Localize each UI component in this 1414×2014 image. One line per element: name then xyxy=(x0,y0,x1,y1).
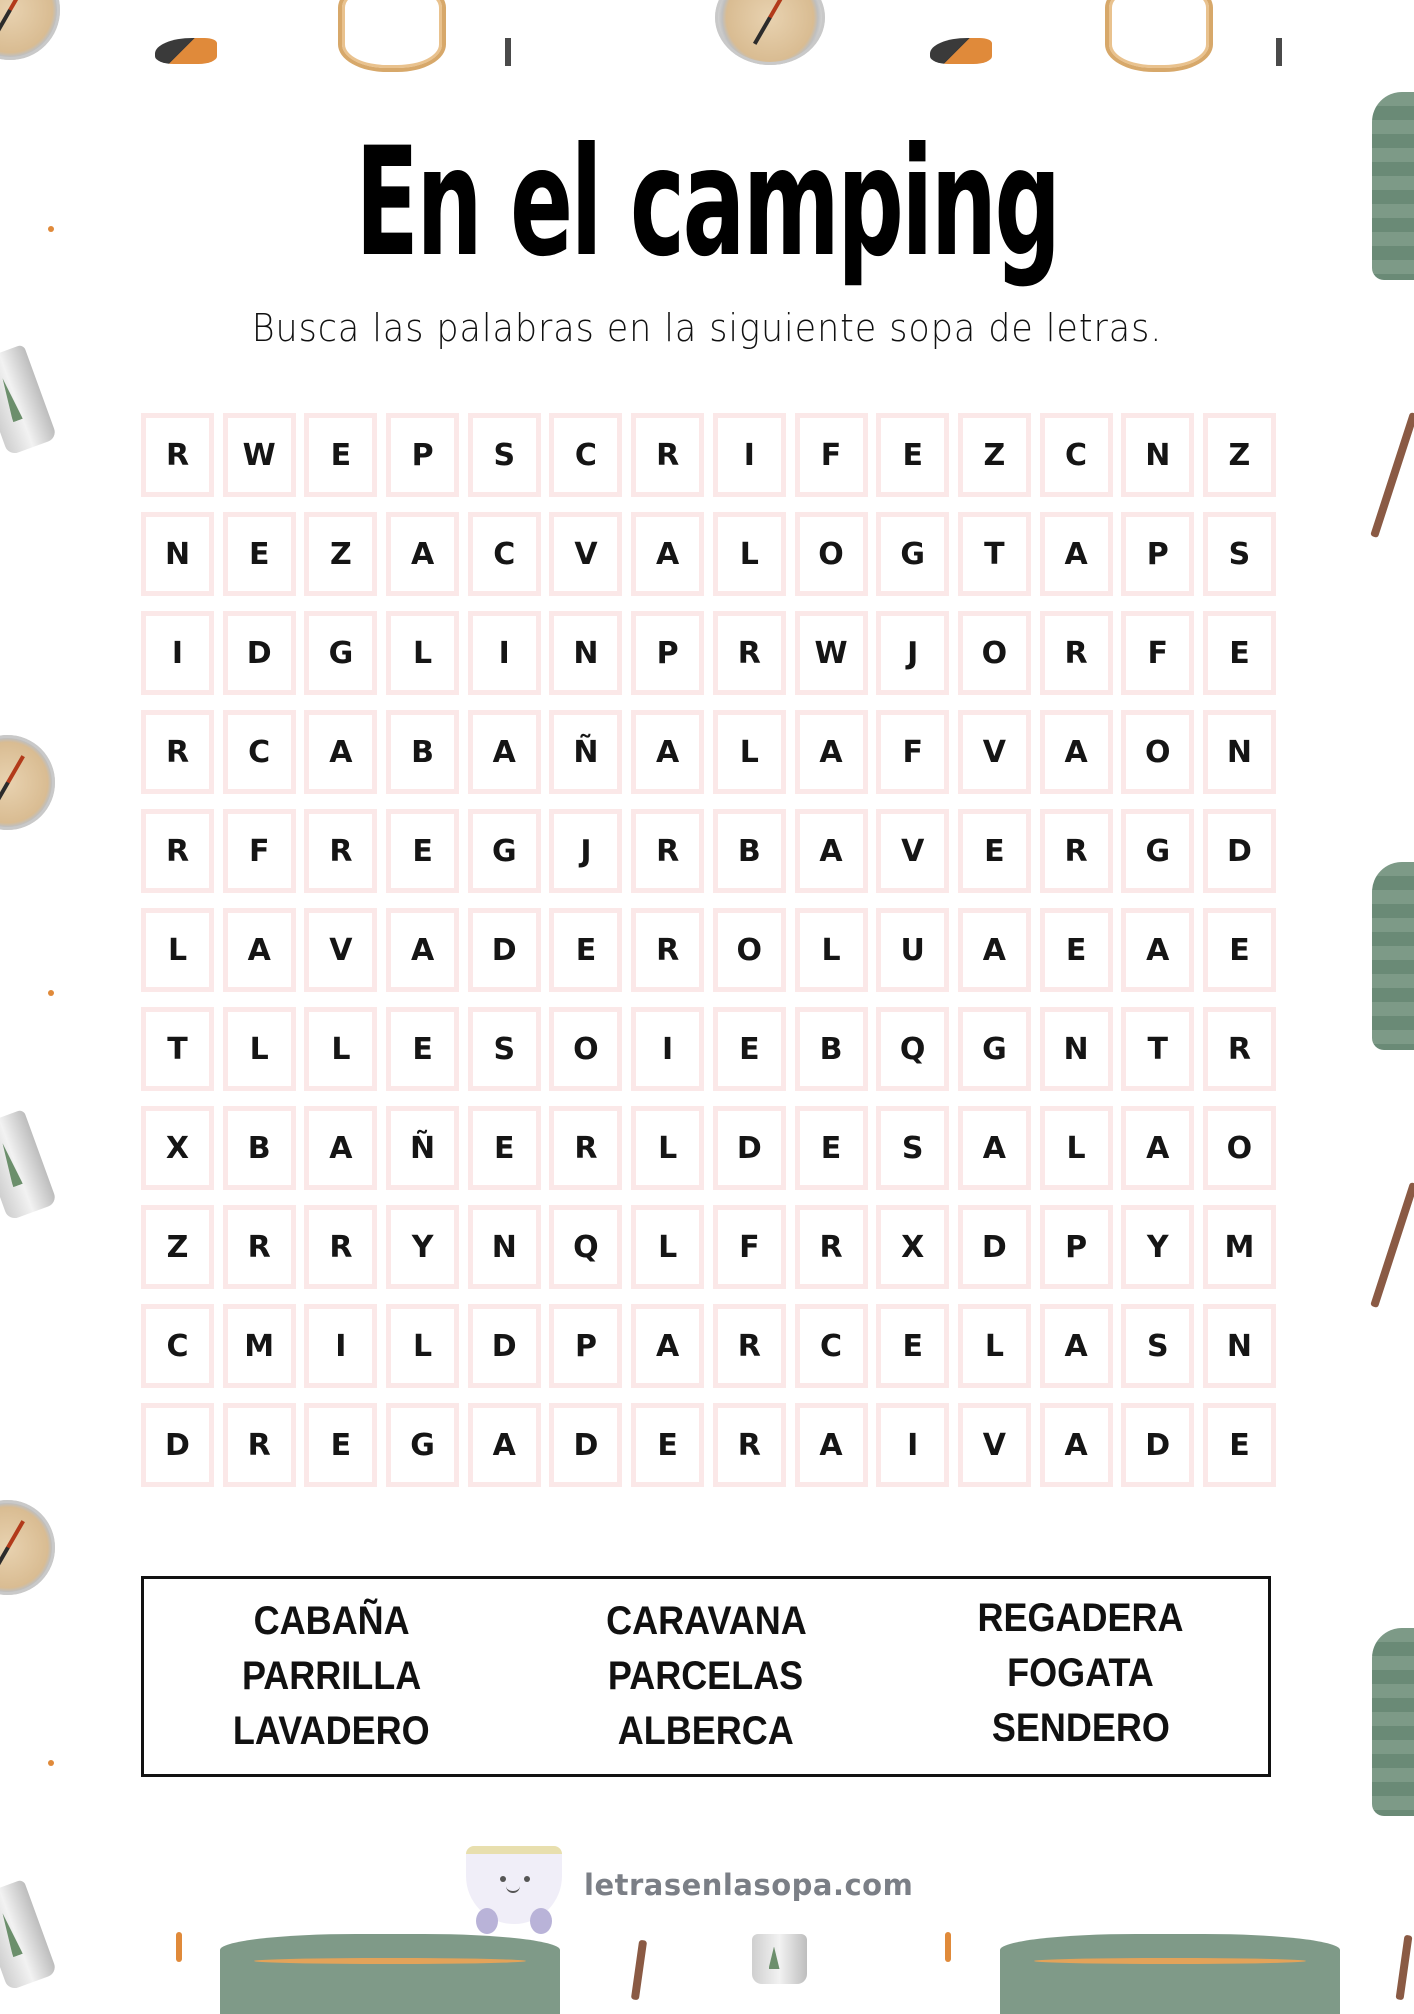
grid-cell[interactable]: V xyxy=(958,1403,1031,1487)
grid-cell[interactable]: A xyxy=(631,1304,704,1388)
footer-branding xyxy=(466,1846,913,1924)
grid-cell[interactable]: E xyxy=(1203,1403,1276,1487)
grid-cell[interactable]: L xyxy=(223,1007,296,1091)
grid-cell[interactable]: A xyxy=(795,710,868,794)
soup-bowl-mascot-icon xyxy=(466,1846,562,1924)
grid-cell[interactable]: A xyxy=(958,1106,1031,1190)
grid-cell[interactable]: Z xyxy=(958,413,1031,497)
word-item: PARRILLA xyxy=(241,1654,421,1698)
grid-cell[interactable]: D xyxy=(713,1106,786,1190)
grid-cell[interactable]: R xyxy=(223,1403,296,1487)
grid-cell[interactable]: G xyxy=(468,809,541,893)
grid-cell[interactable]: I xyxy=(631,1007,704,1091)
grid-cell[interactable]: R xyxy=(304,1205,377,1289)
grid-cell[interactable]: R xyxy=(631,908,704,992)
grid-cell[interactable]: O xyxy=(795,512,868,596)
grid-cell[interactable]: G xyxy=(876,512,949,596)
grid-cell[interactable]: L xyxy=(304,1007,377,1091)
grid-cell[interactable]: E xyxy=(795,1106,868,1190)
grid-cell[interactable]: D xyxy=(468,908,541,992)
grid-cell[interactable]: D xyxy=(549,1403,622,1487)
hiking-shoe-icon xyxy=(155,38,217,64)
word-item: LAVADERO xyxy=(232,1709,430,1753)
grid-cell[interactable]: A xyxy=(1040,1304,1113,1388)
grid-cell[interactable]: R xyxy=(713,611,786,695)
grid-cell[interactable]: L xyxy=(386,1304,459,1388)
grid-cell[interactable]: X xyxy=(876,1205,949,1289)
grid-cell[interactable]: A xyxy=(1040,512,1113,596)
grid-cell[interactable]: L xyxy=(386,611,459,695)
hammer-icon xyxy=(505,38,511,66)
word-item: FOGATA xyxy=(1007,1651,1154,1695)
grid-cell[interactable]: F xyxy=(876,710,949,794)
grid-cell[interactable]: T xyxy=(1121,1007,1194,1091)
grid-cell[interactable]: A xyxy=(468,1403,541,1487)
grid-cell[interactable]: R xyxy=(141,413,214,497)
grid-cell[interactable]: V xyxy=(958,710,1031,794)
grid-cell[interactable]: L xyxy=(713,710,786,794)
grid-cell[interactable]: M xyxy=(1203,1205,1276,1289)
signpost-icon xyxy=(1370,412,1414,538)
grid-cell[interactable]: L xyxy=(141,908,214,992)
grid-cell[interactable]: I xyxy=(713,413,786,497)
grid-cell[interactable]: I xyxy=(141,611,214,695)
grid-cell[interactable]: I xyxy=(468,611,541,695)
grid-cell[interactable]: S xyxy=(468,413,541,497)
grid-cell[interactable]: W xyxy=(223,413,296,497)
grid-cell[interactable]: E xyxy=(304,413,377,497)
grid-cell[interactable]: R xyxy=(141,710,214,794)
grid-cell[interactable]: E xyxy=(386,809,459,893)
grid-cell[interactable]: T xyxy=(141,1007,214,1091)
grid-cell[interactable]: D xyxy=(141,1403,214,1487)
word-list-column xyxy=(144,1594,519,1759)
grid-cell[interactable]: A xyxy=(631,512,704,596)
word-list-column xyxy=(519,1594,894,1759)
grid-cell[interactable]: S xyxy=(468,1007,541,1091)
grid-cell[interactable]: R xyxy=(713,1304,786,1388)
grid-cell[interactable]: F xyxy=(223,809,296,893)
grid-cell[interactable]: Q xyxy=(876,1007,949,1091)
grid-cell[interactable]: A xyxy=(958,908,1031,992)
grid-cell[interactable]: A xyxy=(468,710,541,794)
grid-cell[interactable]: F xyxy=(713,1205,786,1289)
grid-cell[interactable]: I xyxy=(304,1304,377,1388)
grid-cell[interactable]: P xyxy=(631,611,704,695)
grid-cell[interactable]: N xyxy=(468,1205,541,1289)
grid-cell[interactable]: T xyxy=(958,512,1031,596)
hiking-shoe-icon xyxy=(930,38,992,64)
grid-cell[interactable]: V xyxy=(876,809,949,893)
word-list-column xyxy=(893,1591,1268,1756)
grid-cell[interactable]: O xyxy=(958,611,1031,695)
grid-cell[interactable]: V xyxy=(304,908,377,992)
grid-cell[interactable]: C xyxy=(468,512,541,596)
grid-cell[interactable]: R xyxy=(223,1205,296,1289)
grid-cell[interactable]: P xyxy=(386,413,459,497)
signpost-icon xyxy=(631,1940,647,2001)
grid-cell[interactable]: E xyxy=(1040,908,1113,992)
tent-icon xyxy=(220,1934,560,2014)
grid-cell[interactable]: M xyxy=(223,1304,296,1388)
grid-cell[interactable]: N xyxy=(1121,413,1194,497)
grid-cell[interactable]: E xyxy=(304,1403,377,1487)
mug-icon xyxy=(752,1934,807,1984)
site-link[interactable]: letrasenlasopa.com xyxy=(584,1868,914,1902)
grid-cell[interactable]: F xyxy=(795,413,868,497)
grid-cell[interactable]: P xyxy=(1040,1205,1113,1289)
grid-cell[interactable]: E xyxy=(876,1304,949,1388)
grid-cell[interactable]: X xyxy=(141,1106,214,1190)
grid-cell[interactable]: D xyxy=(958,1205,1031,1289)
grid-cell[interactable]: L xyxy=(958,1304,1031,1388)
grid-cell[interactable]: D xyxy=(468,1304,541,1388)
compass-icon xyxy=(0,1500,55,1595)
grid-cell[interactable]: A xyxy=(1121,908,1194,992)
grid-cell[interactable]: S xyxy=(876,1106,949,1190)
grid-cell[interactable]: G xyxy=(958,1007,1031,1091)
word-item: CARAVANA xyxy=(605,1599,807,1643)
compass-icon xyxy=(0,0,60,60)
grid-cell[interactable]: E xyxy=(713,1007,786,1091)
compass-icon xyxy=(0,735,55,830)
grid-cell[interactable]: E xyxy=(223,512,296,596)
grid-cell[interactable]: S xyxy=(1203,512,1276,596)
grid-cell[interactable]: N xyxy=(141,512,214,596)
grid-cell[interactable]: O xyxy=(713,908,786,992)
grid-cell[interactable]: Ñ xyxy=(386,1106,459,1190)
grid-cell[interactable]: J xyxy=(876,611,949,695)
word-list-box xyxy=(141,1576,1271,1777)
grid-cell[interactable]: R xyxy=(304,809,377,893)
grid-cell[interactable]: A xyxy=(304,1106,377,1190)
grid-cell[interactable]: G xyxy=(386,1403,459,1487)
grid-cell[interactable]: W xyxy=(795,611,868,695)
grid-cell[interactable]: E xyxy=(958,809,1031,893)
sleeping-bag-icon xyxy=(1372,1628,1414,1816)
grid-cell[interactable]: A xyxy=(304,710,377,794)
grid-cell[interactable]: U xyxy=(876,908,949,992)
grid-cell[interactable]: E xyxy=(549,908,622,992)
grid-cell[interactable]: R xyxy=(795,1205,868,1289)
grid-cell[interactable]: Z xyxy=(141,1205,214,1289)
signpost-icon xyxy=(1370,1182,1414,1308)
grid-cell[interactable]: D xyxy=(1203,809,1276,893)
grid-cell[interactable]: C xyxy=(1040,413,1113,497)
grid-cell[interactable]: R xyxy=(631,413,704,497)
grid-cell[interactable]: E xyxy=(1203,611,1276,695)
grid-cell[interactable]: J xyxy=(549,809,622,893)
grid-cell[interactable]: Z xyxy=(304,512,377,596)
grid-cell[interactable]: R xyxy=(1040,611,1113,695)
grid-cell[interactable]: G xyxy=(304,611,377,695)
grid-cell[interactable]: R xyxy=(1040,809,1113,893)
grid-cell[interactable]: Q xyxy=(549,1205,622,1289)
grid-cell[interactable]: A xyxy=(386,908,459,992)
grid-cell[interactable]: A xyxy=(631,710,704,794)
grid-cell[interactable]: R xyxy=(713,1403,786,1487)
match-icon xyxy=(48,226,54,232)
grid-cell[interactable]: D xyxy=(223,611,296,695)
rope-icon xyxy=(1105,0,1213,72)
grid-cell[interactable]: B xyxy=(223,1106,296,1190)
word-item: REGADERA xyxy=(977,1596,1184,1640)
grid-cell[interactable]: A xyxy=(795,1403,868,1487)
grid-cell[interactable]: I xyxy=(876,1403,949,1487)
grid-cell[interactable]: S xyxy=(1121,1304,1194,1388)
grid-cell[interactable]: N xyxy=(1203,710,1276,794)
mug-icon xyxy=(0,1109,58,1221)
match-icon xyxy=(945,1932,951,1962)
grid-cell[interactable]: B xyxy=(386,710,459,794)
instructions: Busca las palabras en la siguiente sopa de letras. xyxy=(251,306,1163,350)
grid-cell[interactable]: N xyxy=(549,611,622,695)
word-item: ALBERCA xyxy=(617,1709,794,1753)
word-item: PARCELAS xyxy=(608,1654,804,1698)
grid-cell[interactable]: C xyxy=(549,413,622,497)
grid-cell[interactable]: E xyxy=(468,1106,541,1190)
grid-cell[interactable]: R xyxy=(141,809,214,893)
grid-cell[interactable]: Ñ xyxy=(549,710,622,794)
rope-icon xyxy=(338,0,446,72)
grid-cell[interactable]: E xyxy=(1203,908,1276,992)
grid-cell[interactable]: V xyxy=(549,512,622,596)
grid-cell[interactable]: E xyxy=(876,413,949,497)
match-icon xyxy=(176,1932,182,1962)
grid-cell[interactable]: R xyxy=(631,809,704,893)
grid-cell[interactable]: A xyxy=(795,809,868,893)
grid-cell[interactable]: R xyxy=(1203,1007,1276,1091)
grid-cell[interactable]: E xyxy=(386,1007,459,1091)
grid-cell[interactable]: L xyxy=(795,908,868,992)
tent-icon xyxy=(1000,1934,1340,2014)
grid-cell[interactable]: Y xyxy=(1121,1205,1194,1289)
grid-cell[interactable]: R xyxy=(549,1106,622,1190)
mug-icon xyxy=(0,1879,58,1991)
grid-cell[interactable]: F xyxy=(1121,611,1194,695)
mug-icon xyxy=(0,344,58,456)
signpost-icon xyxy=(1396,1935,1413,2000)
grid-cell[interactable]: E xyxy=(631,1403,704,1487)
grid-cell[interactable]: C xyxy=(795,1304,868,1388)
grid-cell[interactable]: N xyxy=(1040,1007,1113,1091)
compass-icon xyxy=(715,0,825,65)
grid-cell[interactable]: A xyxy=(1040,1403,1113,1487)
grid-cell[interactable]: Y xyxy=(386,1205,459,1289)
grid-cell[interactable]: A xyxy=(1040,710,1113,794)
page-title: En el camping xyxy=(355,116,1059,290)
grid-cell[interactable]: L xyxy=(631,1106,704,1190)
grid-cell[interactable]: D xyxy=(1121,1403,1194,1487)
grid-cell[interactable]: P xyxy=(1121,512,1194,596)
grid-cell[interactable]: C xyxy=(223,710,296,794)
word-item: SENDERO xyxy=(991,1706,1170,1750)
grid-cell[interactable]: O xyxy=(1203,1106,1276,1190)
grid-cell[interactable]: B xyxy=(795,1007,868,1091)
word-item: CABAÑA xyxy=(253,1599,410,1643)
grid-cell[interactable]: L xyxy=(631,1205,704,1289)
grid-cell[interactable]: A xyxy=(1121,1106,1194,1190)
word-search-grid xyxy=(141,413,1276,1487)
grid-cell[interactable]: A xyxy=(386,512,459,596)
grid-cell[interactable]: O xyxy=(1121,710,1194,794)
sleeping-bag-icon xyxy=(1372,862,1414,1050)
grid-cell[interactable]: Z xyxy=(1203,413,1276,497)
grid-cell[interactable]: O xyxy=(549,1007,622,1091)
grid-cell[interactable]: L xyxy=(713,512,786,596)
sleeping-bag-icon xyxy=(1372,92,1414,280)
grid-cell[interactable]: N xyxy=(1203,1304,1276,1388)
grid-cell[interactable]: B xyxy=(713,809,786,893)
match-icon xyxy=(48,990,54,996)
grid-cell[interactable]: P xyxy=(549,1304,622,1388)
match-icon xyxy=(48,1760,54,1766)
grid-cell[interactable]: L xyxy=(1040,1106,1113,1190)
grid-cell[interactable]: A xyxy=(223,908,296,992)
hammer-icon xyxy=(1276,38,1282,66)
grid-cell[interactable]: G xyxy=(1121,809,1194,893)
grid-cell[interactable]: C xyxy=(141,1304,214,1388)
